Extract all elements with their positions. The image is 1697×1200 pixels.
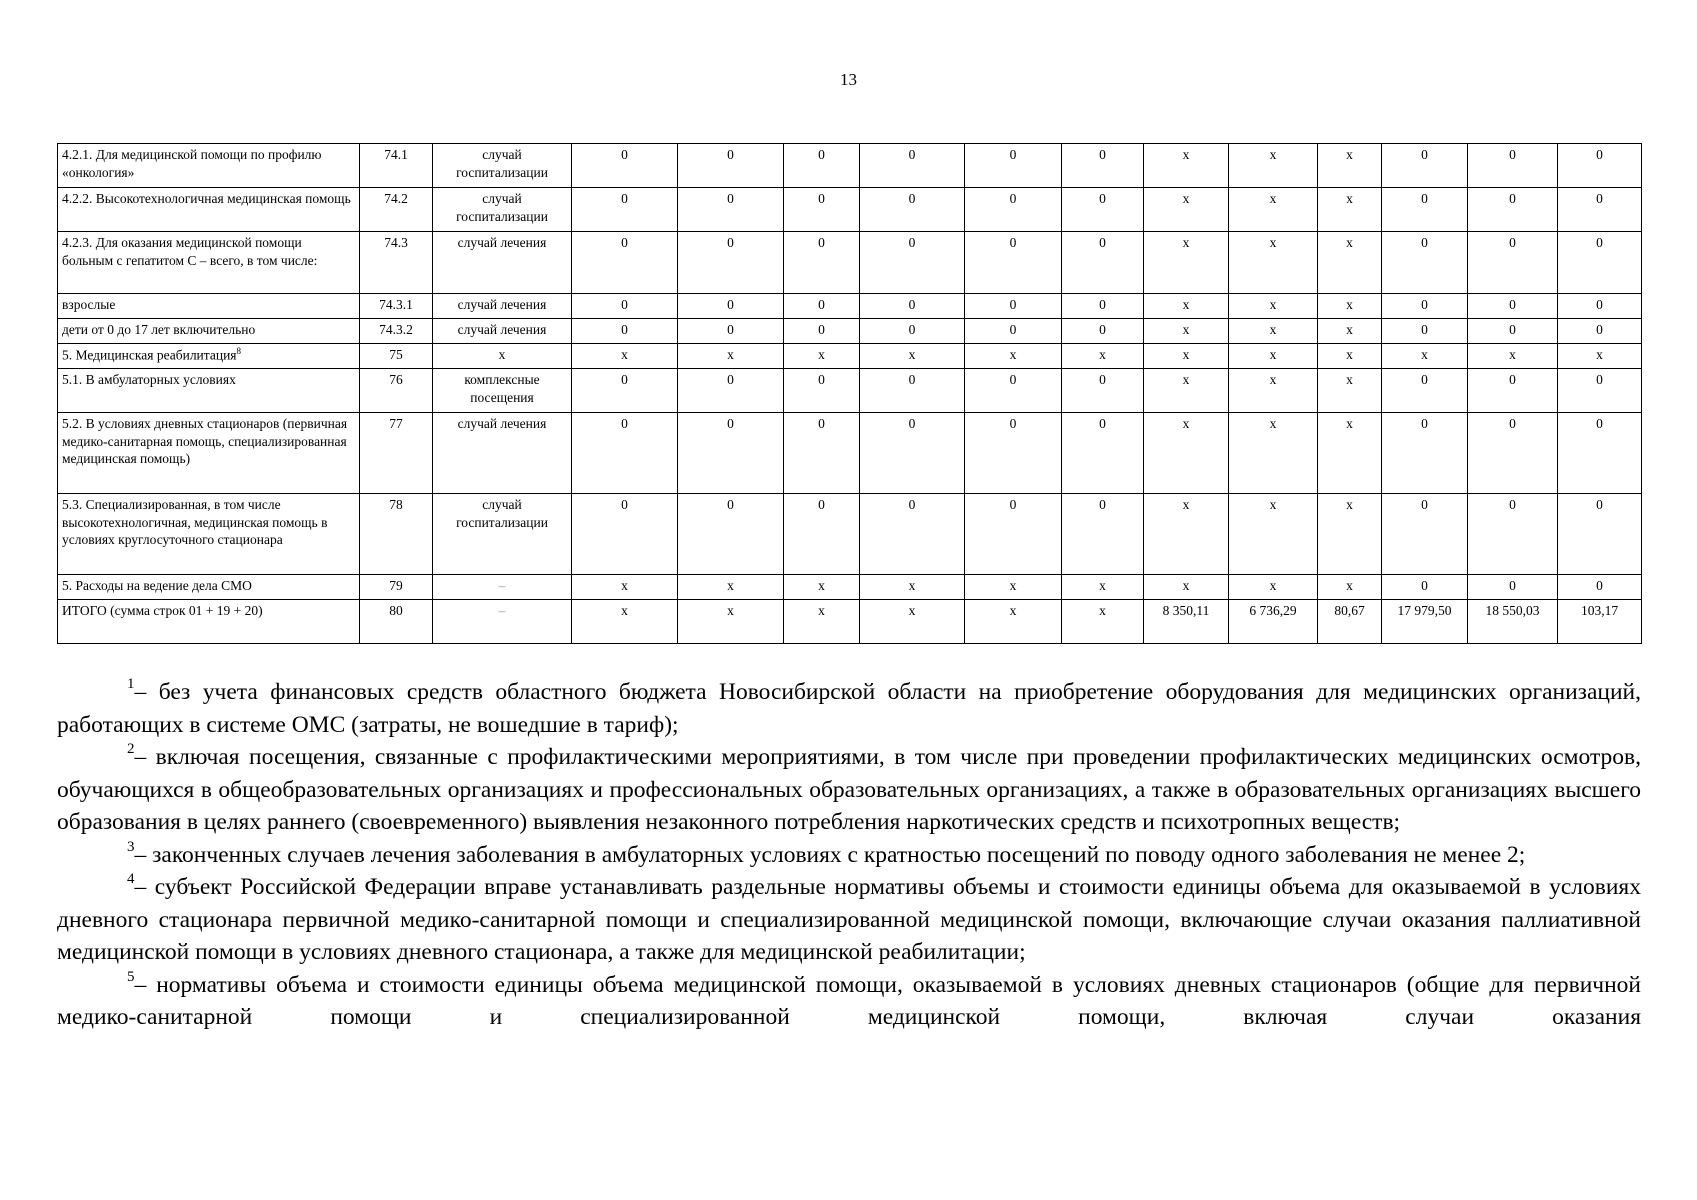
value-cell: x xyxy=(1144,294,1229,319)
value-cell: 0 xyxy=(1468,575,1558,600)
row-name: 4.2.2. Высокотехнологичная медицинская помощь xyxy=(62,191,351,206)
value-cell: x xyxy=(1229,575,1318,600)
value-cell: x xyxy=(1318,232,1382,294)
value-cell: 0 xyxy=(965,188,1062,232)
value-cell: 0 xyxy=(1062,232,1144,294)
row-unit: – xyxy=(433,600,572,644)
footnote xyxy=(57,969,1641,1034)
footnote-number: 2 xyxy=(127,741,135,758)
value-cell: 0 xyxy=(860,144,965,188)
value-cell: x xyxy=(1144,494,1229,575)
value-cell: 0 xyxy=(1558,494,1642,575)
value-cell: x xyxy=(1318,494,1382,575)
value-cell: 103,17 xyxy=(1558,600,1642,644)
value-cell: 0 xyxy=(572,494,678,575)
value-cell: 0 xyxy=(678,369,784,413)
row-code: 77 xyxy=(360,413,433,494)
value-cell: x xyxy=(1144,144,1229,188)
value-cell: x xyxy=(1144,413,1229,494)
value-cell: x xyxy=(572,575,678,600)
value-cell: 0 xyxy=(860,494,965,575)
financing-table xyxy=(57,143,1642,644)
row-name: 5. Расходы на ведение дела СМО xyxy=(62,578,252,593)
footnote-number: 3 xyxy=(127,838,135,855)
value-cell: x xyxy=(678,575,784,600)
value-cell: x xyxy=(1062,344,1144,369)
table-row xyxy=(58,600,1642,644)
value-cell: x xyxy=(1318,294,1382,319)
table-row xyxy=(58,319,1642,344)
value-cell: 0 xyxy=(784,413,860,494)
row-name-cell xyxy=(58,294,360,319)
value-cell: x xyxy=(1558,344,1642,369)
row-name-cell xyxy=(58,144,360,188)
value-cell: x xyxy=(784,600,860,644)
value-cell: x xyxy=(1229,319,1318,344)
value-cell: 0 xyxy=(678,413,784,494)
value-cell: x xyxy=(1318,413,1382,494)
value-cell: x xyxy=(572,600,678,644)
value-cell: 0 xyxy=(965,369,1062,413)
row-name: 4.2.3. Для оказания медицинской помощи больным с гепатитом С – всего, в том числе: xyxy=(62,235,318,268)
table-row xyxy=(58,294,1642,319)
value-cell: x xyxy=(1229,232,1318,294)
value-cell: x xyxy=(678,600,784,644)
value-cell: 0 xyxy=(1062,319,1144,344)
value-cell: 0 xyxy=(678,319,784,344)
value-cell: 0 xyxy=(784,494,860,575)
value-cell: 0 xyxy=(965,319,1062,344)
table-row xyxy=(58,494,1642,575)
value-cell: x xyxy=(784,344,860,369)
footnote-number: 4 xyxy=(127,871,135,888)
value-cell: 0 xyxy=(1062,144,1144,188)
value-cell: 0 xyxy=(860,319,965,344)
row-code: 74.3.1 xyxy=(360,294,433,319)
value-cell: x xyxy=(1144,232,1229,294)
value-cell: 0 xyxy=(1062,494,1144,575)
row-code: 75 xyxy=(360,344,433,369)
table-row xyxy=(58,369,1642,413)
value-cell: 0 xyxy=(678,188,784,232)
value-cell: x xyxy=(572,344,678,369)
row-name: 5. Медицинская реабилитация xyxy=(62,347,237,363)
value-cell: 0 xyxy=(1558,188,1642,232)
value-cell: 0 xyxy=(1468,319,1558,344)
value-cell: x xyxy=(1144,344,1229,369)
value-cell: x xyxy=(1062,600,1144,644)
value-cell: x xyxy=(1229,413,1318,494)
row-code: 80 xyxy=(360,600,433,644)
value-cell: 0 xyxy=(860,294,965,319)
row-unit: комплексные посещения xyxy=(433,369,572,413)
row-name: 5.3. Специализированная, в том числе высокотехнологичная, медицинская помощь в условиях круглосуточного стационара xyxy=(62,497,328,548)
value-cell: 80,67 xyxy=(1318,600,1382,644)
value-cell: 0 xyxy=(1382,144,1468,188)
value-cell: 0 xyxy=(1062,413,1144,494)
footnote xyxy=(57,871,1641,969)
row-code: 78 xyxy=(360,494,433,575)
footnote-number: 1 xyxy=(127,676,135,693)
value-cell: x xyxy=(1318,319,1382,344)
value-cell: 0 xyxy=(1382,294,1468,319)
value-cell: x xyxy=(1229,344,1318,369)
value-cell: x xyxy=(1318,369,1382,413)
value-cell: 0 xyxy=(572,369,678,413)
value-cell: x xyxy=(965,600,1062,644)
row-unit: случай госпитализации xyxy=(433,494,572,575)
value-cell: x xyxy=(860,575,965,600)
value-cell: 0 xyxy=(1382,369,1468,413)
row-name: 4.2.1. Для медицинской помощи по профилю «онкология» xyxy=(62,147,322,180)
value-cell: x xyxy=(1318,188,1382,232)
value-cell: x xyxy=(1229,369,1318,413)
row-unit: случай лечения xyxy=(433,232,572,294)
value-cell: x xyxy=(1468,344,1558,369)
value-cell: 0 xyxy=(572,413,678,494)
value-cell: 0 xyxy=(860,369,965,413)
row-name-cell xyxy=(58,188,360,232)
value-cell: x xyxy=(1318,344,1382,369)
value-cell: x xyxy=(860,344,965,369)
row-unit: – xyxy=(433,575,572,600)
footnote-mark: 8 xyxy=(236,346,241,356)
value-cell: 0 xyxy=(1558,413,1642,494)
value-cell: 0 xyxy=(1382,188,1468,232)
value-cell: 0 xyxy=(1382,494,1468,575)
row-name: 5.1. В амбулаторных условиях xyxy=(62,372,236,387)
row-name-cell xyxy=(58,413,360,494)
row-code: 74.3.2 xyxy=(360,319,433,344)
row-code: 76 xyxy=(360,369,433,413)
value-cell: 0 xyxy=(572,144,678,188)
value-cell: x xyxy=(860,600,965,644)
value-cell: x xyxy=(1144,188,1229,232)
value-cell: 0 xyxy=(678,494,784,575)
page-number: 13 xyxy=(840,70,857,89)
value-cell: x xyxy=(1318,144,1382,188)
row-name-cell xyxy=(58,232,360,294)
value-cell: 0 xyxy=(965,413,1062,494)
value-cell: 0 xyxy=(1558,232,1642,294)
value-cell: x xyxy=(1229,494,1318,575)
value-cell: 0 xyxy=(678,144,784,188)
row-name: дети от 0 до 17 лет включительно xyxy=(62,322,256,337)
value-cell: 0 xyxy=(965,294,1062,319)
value-cell: x xyxy=(1144,575,1229,600)
row-unit: случай госпитализации xyxy=(433,188,572,232)
value-cell: 0 xyxy=(1382,232,1468,294)
row-name-cell xyxy=(58,494,360,575)
row-name: взрослые xyxy=(62,297,116,312)
table-row xyxy=(58,413,1642,494)
value-cell: x xyxy=(678,344,784,369)
value-cell: 0 xyxy=(1468,232,1558,294)
value-cell: 0 xyxy=(965,144,1062,188)
value-cell: x xyxy=(1229,144,1318,188)
value-cell: 0 xyxy=(572,188,678,232)
table-body xyxy=(58,144,1642,644)
value-cell: 0 xyxy=(1468,494,1558,575)
value-cell: 0 xyxy=(860,413,965,494)
value-cell: 0 xyxy=(1062,369,1144,413)
row-name: 5.2. В условиях дневных стационаров (первичная медико-санитарная помощь, специализированная медицинская помощь) xyxy=(62,416,348,467)
value-cell: 0 xyxy=(965,494,1062,575)
row-name-cell xyxy=(58,319,360,344)
footnote-text: – субъект Российской Федерации вправе устанавливать раздельные нормативы объемы и стоимости единицы объема для оказываемой в условиях дневного стационара первичной медико-санитарной помощи и специализированной медицинской помощи, включающие случаи оказания паллиативной медицинской помощи в условиях дневного стационара, а также для медицинской реабилитации; xyxy=(57,874,1641,965)
value-cell: 6 736,29 xyxy=(1229,600,1318,644)
footnote-number: 5 xyxy=(127,968,135,985)
footnote-text: – включая посещения, связанные с профилактическими мероприятиями, в том числе при проведении профилактических медицинских осмотров, обучающихся в общеобразовательных организациях и профессиональных образовательных организациях, а также в образовательных организациях высшего образования в целях раннего (своевременного) выявления незаконного потребления наркотических средств и психотропных веществ; xyxy=(57,744,1641,835)
value-cell: x xyxy=(1144,319,1229,344)
table-row xyxy=(58,344,1642,369)
table-row xyxy=(58,144,1642,188)
value-cell: 0 xyxy=(1382,319,1468,344)
value-cell: 0 xyxy=(860,232,965,294)
table-row xyxy=(58,232,1642,294)
footnote-text: – нормативы объема и стоимости единицы объема медицинской помощи, оказываемой в условиях дневных стационаров (общие для первичной медико-санитарной помощи и специализированной медицинской помощи, включая случаи оказания xyxy=(57,971,1641,1030)
row-code: 79 xyxy=(360,575,433,600)
footnote-text: – законченных случаев лечения заболевания в амбулаторных условиях с кратностью посещений по поводу одного заболевания не менее 2; xyxy=(134,841,1526,868)
value-cell: 0 xyxy=(1382,413,1468,494)
value-cell: x xyxy=(965,344,1062,369)
value-cell: 0 xyxy=(1558,294,1642,319)
row-name-cell xyxy=(58,369,360,413)
value-cell: x xyxy=(784,575,860,600)
value-cell: x xyxy=(965,575,1062,600)
row-unit: случай лечения xyxy=(433,413,572,494)
value-cell: 0 xyxy=(678,232,784,294)
value-cell: 0 xyxy=(1468,413,1558,494)
value-cell: 8 350,11 xyxy=(1144,600,1229,644)
row-code: 74.1 xyxy=(360,144,433,188)
value-cell: 0 xyxy=(1062,188,1144,232)
value-cell: x xyxy=(1229,188,1318,232)
value-cell: x xyxy=(1229,294,1318,319)
row-unit: случай лечения xyxy=(433,319,572,344)
row-code: 74.2 xyxy=(360,188,433,232)
row-unit: случай госпитализации xyxy=(433,144,572,188)
value-cell: 0 xyxy=(572,232,678,294)
table-row xyxy=(58,188,1642,232)
value-cell: 0 xyxy=(1558,144,1642,188)
value-cell: 0 xyxy=(784,232,860,294)
value-cell: 18 550,03 xyxy=(1468,600,1558,644)
value-cell: 17 979,50 xyxy=(1382,600,1468,644)
footnote xyxy=(57,741,1641,839)
value-cell: 0 xyxy=(1062,294,1144,319)
value-cell: 0 xyxy=(1468,144,1558,188)
footnote xyxy=(57,676,1641,741)
row-unit: x xyxy=(433,344,572,369)
value-cell: 0 xyxy=(678,294,784,319)
row-name-cell xyxy=(58,344,360,369)
value-cell: 0 xyxy=(784,319,860,344)
value-cell: 0 xyxy=(1558,319,1642,344)
value-cell: 0 xyxy=(784,369,860,413)
row-unit: случай лечения xyxy=(433,294,572,319)
value-cell: 0 xyxy=(1382,575,1468,600)
row-name: ИТОГО (сумма строк 01 + 19 + 20) xyxy=(62,603,263,618)
value-cell: 0 xyxy=(784,188,860,232)
row-name-cell xyxy=(58,600,360,644)
row-code: 74.3 xyxy=(360,232,433,294)
value-cell: 0 xyxy=(1468,369,1558,413)
row-name-cell xyxy=(58,575,360,600)
value-cell: 0 xyxy=(572,294,678,319)
value-cell: x xyxy=(1062,575,1144,600)
value-cell: x xyxy=(1318,575,1382,600)
value-cell: 0 xyxy=(1468,294,1558,319)
table-row xyxy=(58,575,1642,600)
value-cell: 0 xyxy=(1468,188,1558,232)
value-cell: x xyxy=(1144,369,1229,413)
value-cell: 0 xyxy=(965,232,1062,294)
value-cell: 0 xyxy=(572,319,678,344)
value-cell: 0 xyxy=(860,188,965,232)
value-cell: x xyxy=(1382,344,1468,369)
value-cell: 0 xyxy=(1558,369,1642,413)
value-cell: 0 xyxy=(1558,575,1642,600)
value-cell: 0 xyxy=(784,144,860,188)
value-cell: 0 xyxy=(784,294,860,319)
footnotes xyxy=(57,676,1641,1034)
footnote-text: – без учета финансовых средств областного бюджета Новосибирской области на приобретение оборудования для медицинских организаций, работающих в системе ОМС (затраты, не вошедшие в тариф); xyxy=(57,679,1641,738)
footnote xyxy=(57,839,1641,872)
